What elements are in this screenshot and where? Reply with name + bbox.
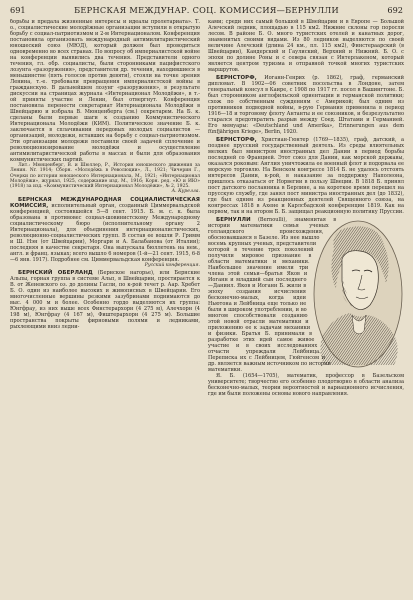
entry-headword: БЕРНСКАЯ МЕЖДУНАРОДНАЯ СОЦИАЛИСТИЧЕСКАЯ КОМИССИЯ, [10,196,200,209]
entry-bernstorff-1 [208,75,404,135]
portrait-figure [312,219,404,369]
entry-text: (Bernoulli), знаменитая в истории математики семья ученых голландского происхождения, обосновавшаяся в Базеле. Из нее вышло восемь крупных ученых, представители которой в течение трех поколений получили мировое признание в области математики и механики. Наибольшее значение имели три члена этой семьи—братья Яков и Иоганн и младший сын последнего—Даниил. Яков и Иоганн Б. жили в эпоху создания исчисления бесконечно-малых, когда идеи Ньютона и Лейбница еще только не были в широком употреблении, и во многом способствовали созданию этой новой отрасли математики и приложению ее к задачам механики и физики. Братья Б. принимали в разработке этих идей самое живое участие и в своих исследованиях отчасти упреждали Лейбница. Переписка их с Лейбницем, Гюйгенсом и др. является важным источником по истории математики. [208,217,337,373]
entry-headword: БЕРНУЛЛИ [216,217,251,223]
entry-headword: БЕРНСТОРФ, [216,75,257,81]
paragraph: ками; среди них самый большой в Швейцарии и в Европе — Большой Алечский ледник, площадью в 115 км2. Нижние склоны гор поросли лесом. В районе Б. О. много туристских отелей и канатных дорог, знаменитых своими видами. Из 80 ледников выделяются по своей величине Алечский (длина 24 км., пл. 115 км2), Финстераарский (в Швейцарии), Кандерский и Гаулиский, Верхний и Нижний. Б. О. с эпохи по долине Роны и с севера связан с Интерлакеном, который является центром туризма и отправной точкой многих туристских маршрутов. [208,19,404,73]
running-title: БЕРНСКАЯ МЕЖДУНАР. СОЦ. КОМИССИЯ—БЕРНУЛЛИ [74,5,339,15]
entry-bernstorff-2 [208,137,404,215]
entry-text: исполнительный орган, созданный Циммервальдской конференцией, состоявшейся 5—8 сент. 1915. Б. м. с. к. была образована в противовес социал-шовинистскому Международному социалистическому бюро (исполнительному органу 2 Интернационала), для объединения интернационалистических, революционно-социалистических групп. В состав ее вошли Р. Гримм и Ш. Нэн (от Швейцарии), Моргари и А. Балабанова (от Италии); последняя в качестве секретаря. Она выпускала бюллетень на нем., англ. и франц. языках; всего вышло 6 номеров (1-й—21 сент. 1915, 6-8—6 янв. 1917). Подробнее см. Циммервальдская конференция. [10,202,200,263]
engraved-portrait-icon [312,219,404,369]
cross-reference: Русский конференция. [144,262,200,268]
entry-text: Иоганн-Генрих (р. 1862), граф, германский дипломат. В 1902—06 советник посольства в Лондоне, затем генеральный консул в Каире, с 1908 по 1917 гг. посол в Вашингтоне. Б. был сторонником англофильской ориентации и германской политики; схож по собственным суждениям с Америкой; был одним из противников подводной войны, в-рую Германия применила в период 1916—18 и торговому флоту Антанты и ее союзников, и безрезультатно старался предотвратить разрыв между Соед. Штатами и Германией. Его мемуары: «Deutschland und Amerika», Erinnerungen aus dem fünfjährigen Kriege», Berlin, 1920. [208,75,404,135]
page-number-right: 692 [387,5,403,15]
literature-note: Лит.: Мюнценберг, В. и Шюллер, Р., История юношеского движения за Ленин. Nr. 1914; Сборн. «Молодёжь в Революции», Л., 1921; Чичерин Г., Очерки по истории юношеского Интернационала, М., 1921; «Интернационал Молодёжи», журнал, 1925, содержание изд. М., 1916; Корн. ред. «Ю и ИЮ» (1918) за изд. «Коммунистический Интернационал Молодёжи», № 2, 1925. [10,163,200,190]
paragraph: борьбы и предала жизненные интересы и идеалы пролетариата». Т. о., социалистические молодёжные организации вступили в открытую борьбу с социал-патриотизмом и 2-м Интернационалом. Конференция постановила организовать международный антимилитаристический юношеский союз (МЮД), который должен был проводиться одновременно во всех странах. По вопросу об империалистской войне на конференции выявились два течения. Представители одного течения, гл. обр. социалисты, были сторонниками пацифистского лозунга «разоружения», представители др. течения, находившиеся в меньшинстве (пять голосов против девяти), стояли на точке зрения Ленина, т.-е. требовали превращения империалистской войны в гражданскую. В дальнейшем лозунг «разоружения», в результате дискуссии на страницах журнала «Интернационал Молодёжи», в т.-ой приняты участие и Ленин, был отвергнут. Конференция постановила перенести секретариат Интернационала Молодёжи в Швейцарию и избрала В. Мюнценберга (см.) секретарем. На Б. к. сделаны были первые шаги к созданию Коммунистического Интернационала Молодёжи (КИМ). Политическое значение Б. к. заключается в сплачивании передовых молодых социалистов — организаций, молодежи, вставших на борьбу с социал-патриотизмом. Эти организации молодежи поставили своей задачей сплочение и революционизирование молодёжи и осуществление антимилитаристической работы в массах и были для образования коммунистических партий. [10,19,200,163]
left-column [10,19,200,597]
page-header [10,5,403,16]
entry-headword: БЕРНСТОРФ, [216,137,257,143]
paragraph: Я. Б. (1654—1705), математик, профессор в Базельском университете; творчество его особенно плодотворно в области анализа бесконечно-малых, теории вероятностей и вариационного исчисления, где им были положены основы нового направления. [208,373,404,397]
page-number-left: 691 [10,5,26,15]
entry-bern-commission [10,197,200,263]
entry-bernese-oberland [10,270,200,330]
author-signature: А. Курелла. [171,189,200,195]
entry-headword: БЕРНСКИЙ ОБЕРЛАНД [18,270,93,277]
entry-text: (Бернское нагорье), или Бернские Альпы, горная группа в системе Альп, в Швейцарии, простирается к В. от Женевского оз. до долины Гасли, по к-рой течет р. Аар. Хребет Б. О. один из наиболее высоких и живописных в Швейцарии. Его многочисленные вершины резкими зазубринами поднимаются до выс. 4 000 м и более. Особенно гордо выделяются их группа: Юнгфрау, из них выше всех Финстерархорн (4 275 м), Алечхорн (4 198 м), Юнгфрау (4 167 м), Фиштерархорн (4 275 м). Большие пространства покрыты фирновыми полями и ледниками, рыхлеющими вниз ледни- [10,270,200,331]
entry-text: Христиан-Гюнтер (1769—1835), граф, датский, а позднее прусский государственный деятель. Из среды влиятельных мелких был министром иностранных дел Дании в период борьбы последней со Францией. Этот союз для Дании, как морской державы, оказался роковым: Англия уничтожила ее военный флот и подорвала ее морскую торговлю. На Венском конгрессе 1814 Б. не удалось отстоять интересов Дании, к-рой, в наказание за поддержку Наполеона, пришлось отказаться от Норвегии в пользу Швеции. В 1818 Б. принял пост датского посланника в Берлине, а на короткое время перешел на прусскую службу, где занял пост министра иностранных дел (до 1832), где был одним из реакционных деятелей Священного союза, на конгрессах 1818 в Ахене и Карлсбадской конференции 1819. Как на первом, так и на втором Б. Б. защищал реакционную политику Пруссии. [208,137,404,215]
right-column [208,19,404,597]
